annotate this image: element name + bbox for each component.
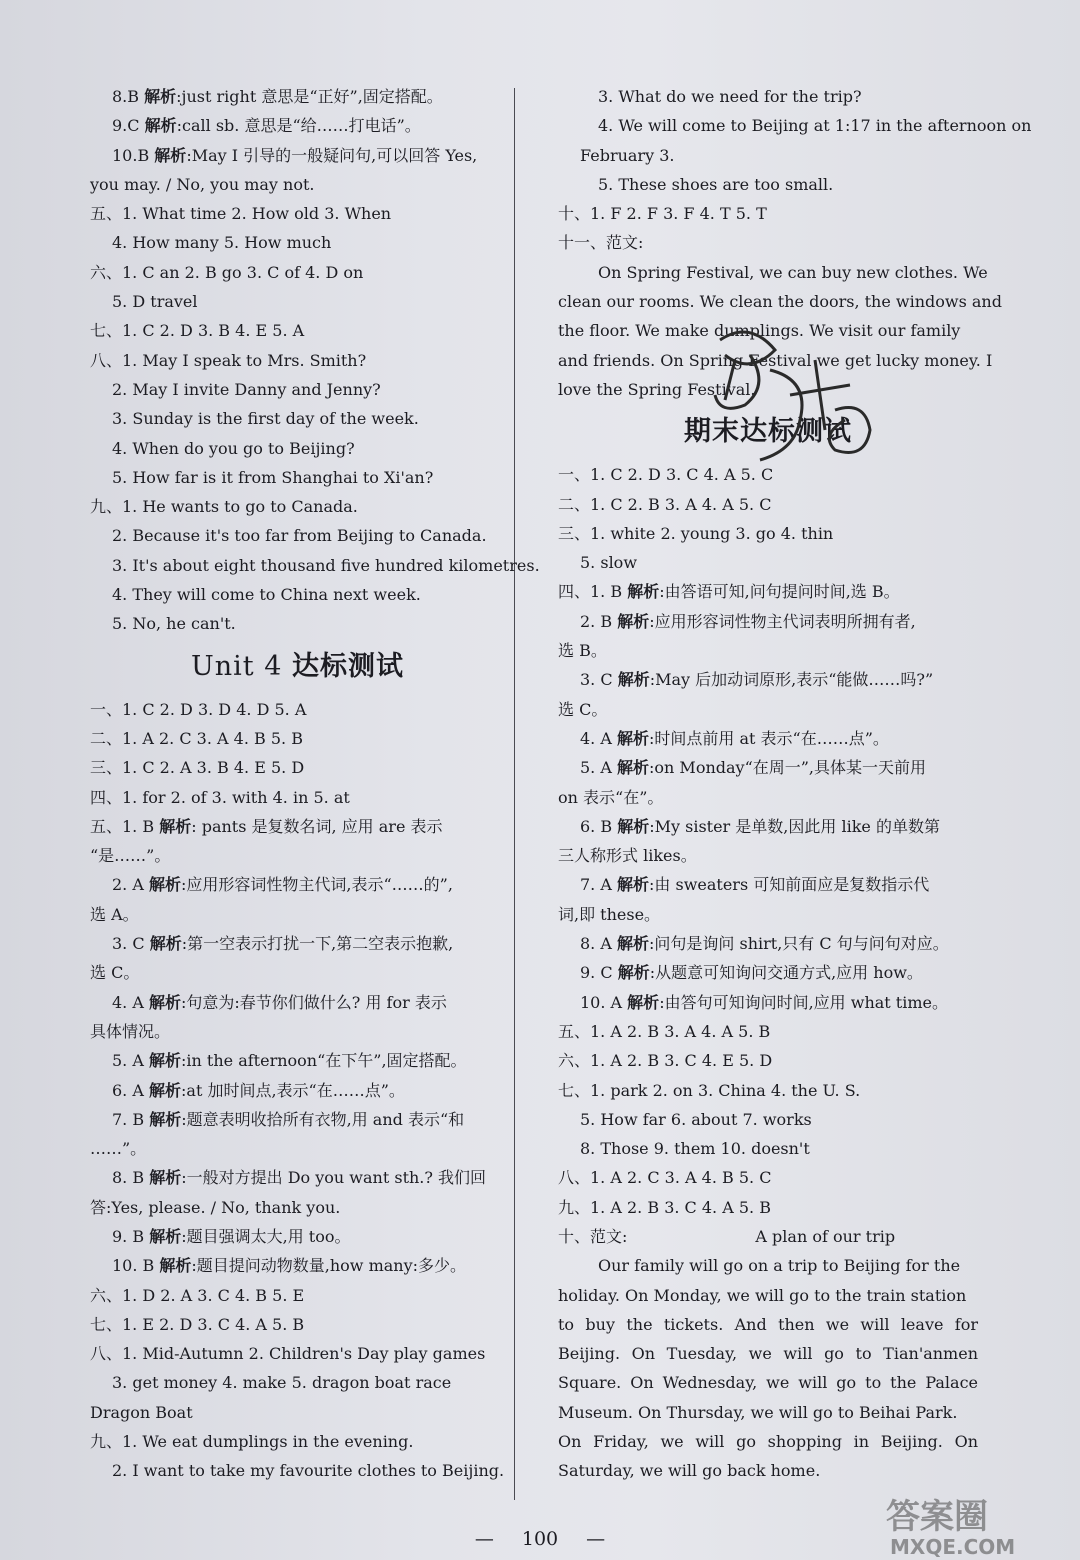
- answer-text: 选 C。: [90, 963, 140, 983]
- answer-line: [90, 228, 505, 257]
- section-title: [90, 639, 505, 695]
- analysis-label: 解析: [149, 934, 182, 954]
- answer-line: [90, 199, 505, 228]
- answer-text: holiday. On Monday, we will go to the train station: [558, 1285, 967, 1305]
- answer-text: 二、1. C 2. B 3. A 4. A 5. C: [558, 494, 772, 514]
- answer-text: 2. B: [580, 611, 618, 631]
- answer-text: 七、1. park 2. on 3. China 4. the U. S.: [558, 1080, 861, 1100]
- analysis-text: :题目强调太大,用 too。: [181, 1226, 351, 1246]
- answer-text: 选 B。: [558, 641, 607, 661]
- answer-text: 具体情况。: [90, 1021, 171, 1041]
- answer-text: ……”。: [90, 1139, 147, 1159]
- answer-text: 八、1. Mid-Autumn 2. Children's Day play games: [90, 1344, 486, 1364]
- answer-text: “是……”。: [90, 846, 171, 866]
- answer-line: [90, 1076, 505, 1105]
- answer-text: 6. B: [580, 816, 618, 836]
- analysis-label: 解析: [617, 934, 650, 954]
- answer-text: clean our rooms. We clean the doors, the windows and: [558, 292, 1002, 312]
- answer-line: [90, 346, 505, 375]
- analysis-text: :一般对方提出 Do you want sth.? 我们回: [181, 1168, 487, 1188]
- answer-text: 4. A: [112, 992, 149, 1012]
- watermark-bottom: MXQE.COM: [890, 1535, 1016, 1559]
- answer-line: [558, 724, 978, 753]
- answer-text: 三人称形式 likes。: [558, 846, 697, 866]
- handwriting-scribble: [600, 300, 890, 480]
- answer-text: 5. A: [580, 758, 617, 778]
- answer-line: [558, 228, 978, 257]
- answer-line: [558, 1281, 978, 1310]
- answer-line: [558, 607, 978, 636]
- analysis-text: :题目提问动物数量,how many:多少。: [191, 1256, 467, 1276]
- answer-line: [558, 1310, 978, 1339]
- answer-line: [558, 1222, 978, 1251]
- section-title-cn: 达标测试: [291, 650, 404, 682]
- answer-text: 选 A。: [90, 904, 139, 924]
- answer-text: 四、1. B: [558, 582, 628, 602]
- answer-line: [90, 111, 505, 140]
- answer-line: [90, 988, 505, 1017]
- answer-text: 词,即 these。: [558, 904, 661, 924]
- answer-line: [558, 1134, 978, 1163]
- answer-text: 5. How far is it from Shanghai to Xi'an?: [112, 467, 434, 487]
- answer-line: [558, 490, 978, 519]
- answer-line: [90, 521, 505, 550]
- answer-text: Square. On Wednesday, we will go to the Palace: [558, 1373, 978, 1393]
- analysis-label: 解析: [144, 116, 177, 136]
- answer-text: on 表示“在”。: [558, 787, 664, 807]
- analysis-label: 解析: [617, 670, 650, 690]
- answer-line: [90, 434, 505, 463]
- answer-text: Our family will go on a trip to Beijing for the: [598, 1256, 961, 1276]
- answer-text: 六、1. C an 2. B go 3. C of 4. D on: [90, 262, 364, 282]
- answer-text: 六、1. A 2. B 3. C 4. E 5. D: [558, 1051, 773, 1071]
- analysis-label: 解析: [144, 87, 177, 106]
- answer-line: [558, 1017, 978, 1046]
- answer-text: Dragon Boat: [90, 1402, 193, 1422]
- answer-line: [558, 111, 1032, 140]
- answer-line: [90, 841, 505, 870]
- analysis-text: :句意为:春节你们做什么? 用 for 表示: [181, 992, 447, 1012]
- answer-text: 三、1. C 2. A 3. B 4. E 5. D: [90, 758, 305, 778]
- answer-line: [558, 958, 978, 987]
- left-column: [90, 82, 540, 1486]
- answer-text: 3. Sunday is the first day of the week.: [112, 409, 419, 429]
- answer-text: 8.B: [112, 87, 145, 106]
- analysis-label: 解析: [617, 875, 650, 895]
- answer-text: 4. How many 5. How much: [112, 233, 332, 253]
- answer-line: [90, 1046, 505, 1075]
- answer-line: [558, 1193, 978, 1222]
- analysis-text: :从题意可知询问交通方式,应用 how。: [649, 963, 923, 983]
- answer-line: [90, 958, 505, 987]
- analysis-label: 解析: [617, 816, 650, 836]
- answer-text: 八、1. May I speak to Mrs. Smith?: [90, 350, 367, 370]
- analysis-label: 解析: [617, 728, 650, 748]
- analysis-label: 解析: [149, 1168, 182, 1188]
- answer-line: [558, 753, 978, 782]
- answer-line: [558, 1339, 978, 1368]
- answer-text: 10.B: [112, 145, 155, 165]
- answer-text: February 3.: [580, 145, 675, 165]
- answer-line: [90, 463, 505, 492]
- essay-title: A plan of our trip: [755, 1226, 896, 1246]
- analysis-label: 解析: [154, 145, 187, 165]
- answer-line: [90, 1398, 505, 1427]
- answer-line: [558, 258, 988, 287]
- answer-text: Museum. On Thursday, we will go to Beihai Park.: [558, 1402, 958, 1422]
- answer-line: [558, 665, 978, 694]
- site-watermark: [880, 1488, 1070, 1560]
- answer-text: 答:Yes, please. / No, thank you.: [90, 1197, 341, 1217]
- answer-line: [558, 783, 978, 812]
- answer-line: [90, 1427, 505, 1456]
- answer-text: 一、1. C 2. D 3. C 4. A 5. C: [558, 465, 774, 485]
- analysis-label: 解析: [149, 1226, 182, 1246]
- answer-line: [90, 1456, 505, 1485]
- answer-line: [558, 1368, 978, 1397]
- answer-text: 10. B: [112, 1256, 160, 1276]
- answer-line: [558, 577, 978, 606]
- analysis-text: : pants 是复数名词, 应用 are 表示: [191, 816, 443, 836]
- analysis-text: :in the afternoon“在下午”,固定搭配。: [181, 1051, 467, 1071]
- answer-text: 8. B: [112, 1168, 150, 1188]
- answer-line: [558, 141, 978, 170]
- analysis-label: 解析: [149, 1080, 182, 1100]
- answer-text: 十一、范文:: [558, 233, 644, 253]
- analysis-text: :call sb. 意思是“给……打电话”。: [176, 116, 421, 136]
- answer-text: and friends. On Spring Festival we get lucky money. I: [558, 350, 993, 370]
- answer-line: [558, 1456, 978, 1485]
- answer-text: 5. A: [112, 1051, 149, 1071]
- answer-line: [90, 170, 505, 199]
- answer-text: 四、1. for 2. of 3. with 4. in 5. at: [90, 787, 350, 807]
- answer-line: [90, 1193, 505, 1222]
- section-title-cn: 期末达标测试: [684, 416, 852, 448]
- answer-text: 一、1. C 2. D 3. D 4. D 5. A: [90, 699, 307, 719]
- answer-line: [558, 1427, 978, 1456]
- answer-text: 7. A: [580, 875, 617, 895]
- answer-text: 6. A: [112, 1080, 149, 1100]
- analysis-text: :My sister 是单数,因此用 like 的单数第: [649, 816, 940, 836]
- answer-text: 三、1. white 2. young 3. go 4. thin: [558, 523, 834, 543]
- page-number-dash-right: —: [586, 1528, 606, 1550]
- watermark-top: 答案圈: [886, 1497, 988, 1537]
- page-number-dash-left: —: [474, 1528, 494, 1550]
- answer-text: 3. get money 4. make 5. dragon boat race: [112, 1373, 452, 1393]
- analysis-label: 解析: [617, 611, 650, 631]
- analysis-text: :由 sweaters 可知前面应是复数指示代: [649, 875, 930, 895]
- answer-line: [558, 548, 978, 577]
- answer-text: 9. C: [580, 963, 618, 983]
- answer-line: [90, 1339, 505, 1368]
- analysis-label: 解析: [149, 992, 182, 1012]
- answer-line: [558, 1046, 978, 1075]
- analysis-text: :应用形容词性物主代词表明所拥有者,: [649, 611, 916, 631]
- answer-text: 五、1. A 2. B 3. A 4. A 5. B: [558, 1021, 771, 1041]
- answer-line: [558, 1076, 978, 1105]
- answer-line: [558, 519, 978, 548]
- analysis-text: :第一空表示打扰一下,第二空表示抱歉,: [181, 934, 454, 954]
- answer-text: 九、1. He wants to go to Canada.: [90, 497, 358, 517]
- answer-line: [558, 870, 978, 899]
- answer-text: 2. I want to take my favourite clothes to Beijing.: [112, 1461, 505, 1481]
- answer-text: 十、1. F 2. F 3. F 4. T 5. T: [558, 204, 767, 224]
- answer-text: 七、1. E 2. D 3. C 4. A 5. B: [90, 1314, 305, 1334]
- answer-line: [90, 783, 505, 812]
- answer-text: Beijing. On Tuesday, we will go to Tian'anmen: [558, 1344, 978, 1364]
- analysis-label: 解析: [149, 1109, 182, 1129]
- answer-text: you may. / No, you may not.: [90, 174, 315, 194]
- answer-line: [90, 929, 505, 958]
- answer-line: [90, 404, 505, 433]
- answer-line: [90, 1222, 505, 1251]
- answer-line: [90, 580, 505, 609]
- answer-line: [558, 199, 978, 228]
- answer-text: 五、1. B: [90, 816, 160, 836]
- analysis-text: :问句是询问 shirt,只有 C 句与问句对应。: [649, 934, 949, 954]
- analysis-text: :just right 意思是“正好”,固定搭配。: [176, 87, 443, 106]
- analysis-text: :应用形容词性物主代词,表示“……的”,: [181, 875, 453, 895]
- answer-text: 五、1. What time 2. How old 3. When: [90, 204, 392, 224]
- answer-text: 选 C。: [558, 699, 608, 719]
- answer-line: [558, 988, 978, 1017]
- analysis-text: :时间点前用 at 表示“在……点”。: [649, 728, 889, 748]
- answer-text: 7. B: [112, 1109, 150, 1129]
- answer-text: 3. What do we need for the trip?: [598, 87, 862, 106]
- answer-text: 9.C: [112, 116, 145, 136]
- analysis-text: :由答语可知,问句提问时间,选 B。: [659, 582, 900, 602]
- answer-text: 5. How far 6. about 7. works: [580, 1109, 812, 1129]
- answer-text: 5. These shoes are too small.: [598, 174, 834, 194]
- answer-line: [90, 1251, 505, 1280]
- answer-line: [90, 375, 505, 404]
- answer-line: [558, 695, 978, 724]
- answer-line: [558, 900, 978, 929]
- answer-line: [90, 724, 505, 753]
- answer-text: 4. They will come to China next week.: [112, 585, 421, 605]
- answer-text: 七、1. C 2. D 3. B 4. E 5. A: [90, 321, 305, 341]
- answer-text: Saturday, we will go back home.: [558, 1461, 821, 1481]
- answer-line: [90, 258, 505, 287]
- answer-text: 六、1. D 2. A 3. C 4. B 5. E: [90, 1285, 305, 1305]
- answer-text: 八、1. A 2. C 3. A 4. B 5. C: [558, 1168, 772, 1188]
- answer-text: 4. We will come to Beijing at 1:17 in the afternoon on: [598, 116, 1032, 136]
- answer-line: [558, 841, 978, 870]
- answer-text: On Friday, we will go shopping in Beijing. On: [558, 1432, 978, 1452]
- analysis-label: 解析: [627, 582, 660, 602]
- answer-text: 3. It's about eight thousand five hundred kilometres.: [112, 555, 540, 575]
- right-column: [558, 82, 1032, 1486]
- answer-text: 9. B: [112, 1226, 150, 1246]
- answer-text: 10. A: [580, 992, 628, 1012]
- analysis-label: 解析: [149, 1051, 182, 1071]
- page-number-value: 100: [521, 1528, 559, 1550]
- answer-line: [558, 636, 978, 665]
- answer-line: [558, 812, 978, 841]
- answer-line: [90, 812, 505, 841]
- answer-line: [90, 316, 505, 345]
- answer-text: 十、范文:: [558, 1226, 628, 1246]
- answer-text: 2. A: [112, 875, 149, 895]
- analysis-text: :on Monday“在周一”,具体某一天前用: [649, 758, 927, 778]
- answer-line: [90, 1281, 505, 1310]
- answer-line: [558, 1398, 978, 1427]
- answer-text: 二、1. A 2. C 3. A 4. B 5. B: [90, 728, 303, 748]
- answer-text: 8. Those 9. them 10. doesn't: [580, 1139, 810, 1159]
- answer-line: [90, 287, 505, 316]
- answer-line: [90, 1134, 505, 1163]
- answer-text: 4. When do you go to Beijing?: [112, 438, 355, 458]
- answer-line: [90, 753, 505, 782]
- answer-text: 5. D travel: [112, 292, 198, 312]
- answer-line: [558, 929, 978, 958]
- answer-line: [90, 492, 505, 521]
- answer-line: [90, 82, 505, 111]
- analysis-label: 解析: [159, 1256, 192, 1276]
- answer-text: the floor. We make dumplings. We visit our family: [558, 321, 961, 341]
- answer-line: [90, 695, 505, 724]
- answer-line: [90, 1368, 505, 1397]
- analysis-text: :at 加时间点,表示“在……点”。: [181, 1080, 405, 1100]
- answer-text: to buy the tickets. And then we will leave for: [558, 1314, 978, 1334]
- analysis-label: 解析: [617, 758, 650, 778]
- analysis-text: :题意表明收拾所有衣物,用 and 表示“和: [181, 1109, 465, 1129]
- answer-text: 3. C: [580, 670, 618, 690]
- section-title-en: Unit 4: [191, 650, 292, 682]
- answer-text: 5. slow: [580, 553, 638, 573]
- answer-line: [558, 1163, 978, 1192]
- answer-line: [90, 141, 505, 170]
- answer-text: 3. C: [112, 934, 150, 954]
- answer-text: 2. May I invite Danny and Jenny?: [112, 379, 381, 399]
- answer-text: 2. Because it's too far from Beijing to Canada.: [112, 526, 487, 546]
- answer-line: [90, 1163, 505, 1192]
- answer-text: 5. No, he can't.: [112, 614, 236, 634]
- answer-text: love the Spring Festival.: [558, 379, 756, 399]
- answer-text: On Spring Festival, we can buy new clothes. We: [598, 262, 988, 282]
- answer-line: [90, 1310, 505, 1339]
- answer-line: [558, 1105, 978, 1134]
- answer-line: [90, 551, 540, 580]
- answer-line: [90, 1105, 505, 1134]
- answer-line: [558, 82, 978, 111]
- answer-line: [90, 870, 505, 899]
- column-divider: [514, 88, 515, 1500]
- analysis-text: :May 后加动词原形,表示“能做……吗?”: [649, 670, 934, 690]
- answer-line: [558, 1251, 978, 1280]
- analysis-label: 解析: [617, 963, 650, 983]
- analysis-label: 解析: [159, 816, 192, 836]
- answer-line: [90, 609, 505, 638]
- answer-line: [90, 1017, 505, 1046]
- answer-text: 8. A: [580, 934, 617, 954]
- analysis-text: :May I 引导的一般疑问句,可以回答 Yes,: [186, 145, 478, 165]
- answer-text: 4. A: [580, 728, 617, 748]
- analysis-label: 解析: [149, 875, 182, 895]
- analysis-label: 解析: [627, 992, 660, 1012]
- answer-line: [558, 170, 978, 199]
- analysis-text: :由答句可知询问时间,应用 what time。: [659, 992, 948, 1012]
- answer-text: 九、1. We eat dumplings in the evening.: [90, 1432, 414, 1452]
- answer-text: 九、1. A 2. B 3. C 4. A 5. B: [558, 1197, 771, 1217]
- answer-line: [90, 900, 505, 929]
